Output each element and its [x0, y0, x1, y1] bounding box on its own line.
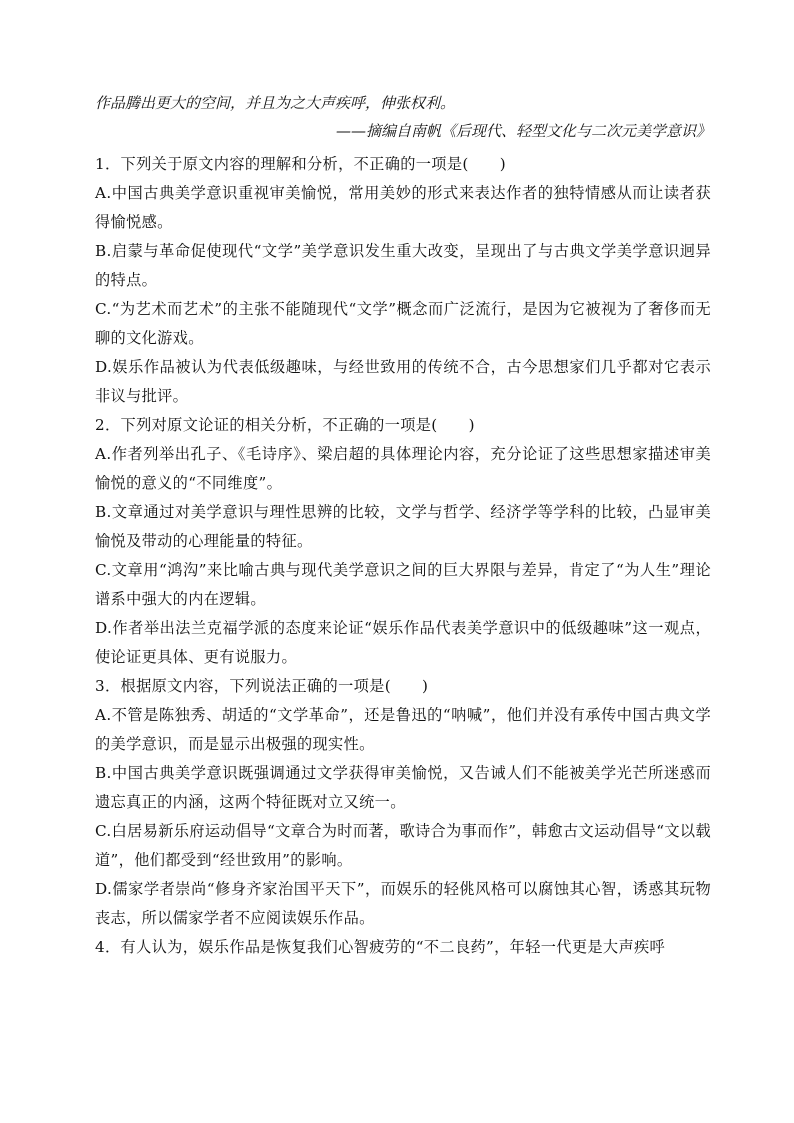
option-d: D.娱乐作品被认为代表低级趣味，与经世致用的传统不合，古今思想家们几乎都对它表示非议与批评。 [95, 358, 711, 405]
page-content [95, 92, 711, 962]
option-a: A.中国古典美学意识重视审美愉悦，常用美妙的形式来表达作者的独特情感从而让读者获得愉悦感。 [95, 184, 711, 231]
option-c: C.文章用“鸿沟”来比喻古典与现代美学意识之间的巨大界限与差异，肯定了“为人生”理论谱系中强大的内在逻辑。 [95, 561, 711, 608]
question-3 [95, 672, 711, 933]
passage-source: ——摘编自南帆《后现代、轻型文化与二次元美学意识》 [335, 122, 711, 140]
option-c: C.白居易新乐府运动倡导“文章合为时而著，歌诗合为事而作”，韩愈古文运动倡导“文以载道”，他们都受到“经世致用”的影响。 [95, 822, 711, 869]
question-4 [95, 933, 711, 962]
option-a: A.作者列举出孔子、《毛诗序》、梁启超的具体理论内容，充分论证了这些思想家描述审美愉悦的意义的“不同维度”。 [95, 445, 711, 492]
passage-ending: 作品腾出更大的空间，并且为之大声疾呼，伸张权利。 [95, 94, 456, 112]
question-2 [95, 411, 711, 672]
option-b: B.中国古典美学意识既强调通过文学获得审美愉悦，又告诫人们不能被美学光芒所迷惑而遗忘真正的内涵，这两个特征既对立又统一。 [95, 764, 711, 811]
option-d: D.作者举出法兰克福学派的态度来论证“娱乐作品代表美学意识中的低级趣味”这一观点，使论证更具体、更有说服力。 [95, 619, 711, 666]
option-c: C.“为艺术而艺术”的主张不能随现代“文学”概念而广泛流行，是因为它被视为了奢侈而无聊的文化游戏。 [95, 300, 711, 347]
question-stem: 4．有人认为，娱乐作品是恢复我们心智疲劳的“不二良药”，年轻一代更是大声疾呼 [95, 938, 666, 956]
question-1 [95, 150, 711, 411]
option-b: B.文章通过对美学意识与理性思辨的比较，文学与哲学、经济学等学科的比较，凸显审美愉悦及带动的心理能量的特征。 [95, 503, 711, 550]
question-stem: 3．根据原文内容，下列说法正确的一项是( ) [95, 677, 429, 695]
option-a: A.不管是陈独秀、胡适的“文学革命”，还是鲁迅的“呐喊”，他们并没有承传中国古典文学的美学意识，而是显示出极强的现实性。 [95, 706, 711, 753]
question-stem: 2．下列对原文论证的相关分析，不正确的一项是( ) [95, 416, 475, 434]
question-stem: 1．下列关于原文内容的理解和分析，不正确的一项是( ) [95, 155, 507, 173]
option-b: B.启蒙与革命促使现代“文学”美学意识发生重大改变，呈现出了与古典文学美学意识迥异的特点。 [95, 242, 711, 289]
option-d: D.儒家学者崇尚“修身齐家治国平天下”，而娱乐的轻佻风格可以腐蚀其心智，诱惑其玩物丧志，所以儒家学者不应阅读娱乐作品。 [95, 880, 711, 927]
